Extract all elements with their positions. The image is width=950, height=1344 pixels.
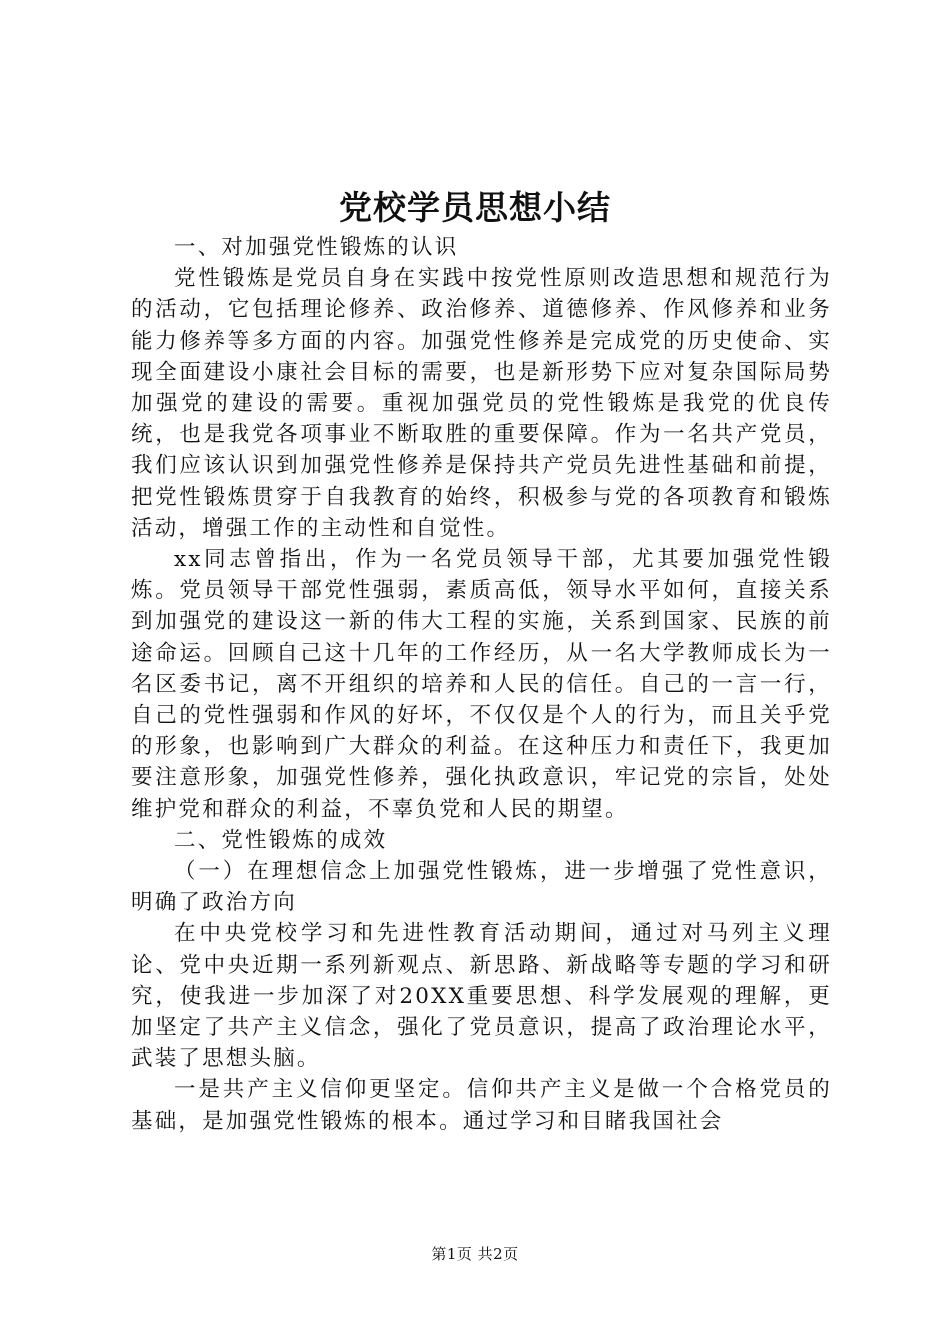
paragraph: 在中央党校学习和先进性教育活动期间，通过对马列主义理论、党中央近期一系列新观点、新思路、新战略等专题的学习和研究，使我进一步加深了对20XX重要思想、科学发展观的理解，更加坚定了共产主义信念，强化了党员意识，提高了政治理论水平，武装了思想头脑。	[131, 921, 832, 1072]
subsection-heading: （一）在理想信念上加强党性锻炼，进一步增强了党性意识，明确了政治方向	[131, 859, 832, 916]
document-body	[131, 232, 832, 1137]
paragraph: 党性锻炼是党员自身在实践中按党性原则改造思想和规范行为的活动，它包括理论修养、政治修养、道德修养、作风修养和业务能力修养等多方面的内容。加强党性修养是完成党的历史使命、实现全面建设小康社会目标的需要，也是新形势下应对复杂国际局势加强党的建设的需要。重视加强党员的党性锻炼是我党的优良传统，也是我党各项事业不断取胜的重要保障。作为一名共产党员，我们应该认识到加强党性修养是保持共产党员先进性基础和前提，把党性锻炼贯穿于自我教育的始终，积极参与党的各项教育和锻炼活动，增强工作的主动性和自觉性。	[131, 266, 832, 541]
page-footer	[0, 1244, 950, 1264]
paragraph: xx同志曾指出，作为一名党员领导干部，尤其要加强党性锻炼。党员领导干部党性强弱，素质高低，领导水平如何，直接关系到加强党的建设这一新的伟大工程的实施，关系到国家、民族的前途命运。回顾自己这十几年的工作经历，从一名大学教师成长为一名区委书记，离不开组织的培养和人民的信任。自己的一言一行，自己的党性强弱和作风的好坏，不仅仅是个人的行为，而且关乎党的形象，也影响到广大群众的利益。在这种压力和责任下，我更加要注意形象，加强党性修养，强化执政意识，牢记党的宗旨，处处维护党和群众的利益，不辜负党和人民的期望。	[131, 547, 832, 822]
document-title: 党校学员思想小结	[339, 188, 611, 227]
page-number: 第1页	[431, 1245, 473, 1263]
section-heading-2: 二、党性锻炼的成效	[174, 827, 388, 853]
page-total: 共2页	[477, 1245, 519, 1263]
paragraph: 一是共产主义信仰更坚定。信仰共产主义是做一个合格党员的基础，是加强党性锻炼的根本。通过学习和目睹我国社会	[131, 1077, 832, 1134]
section-heading-1: 一、对加强党性锻炼的认识	[174, 235, 459, 260]
